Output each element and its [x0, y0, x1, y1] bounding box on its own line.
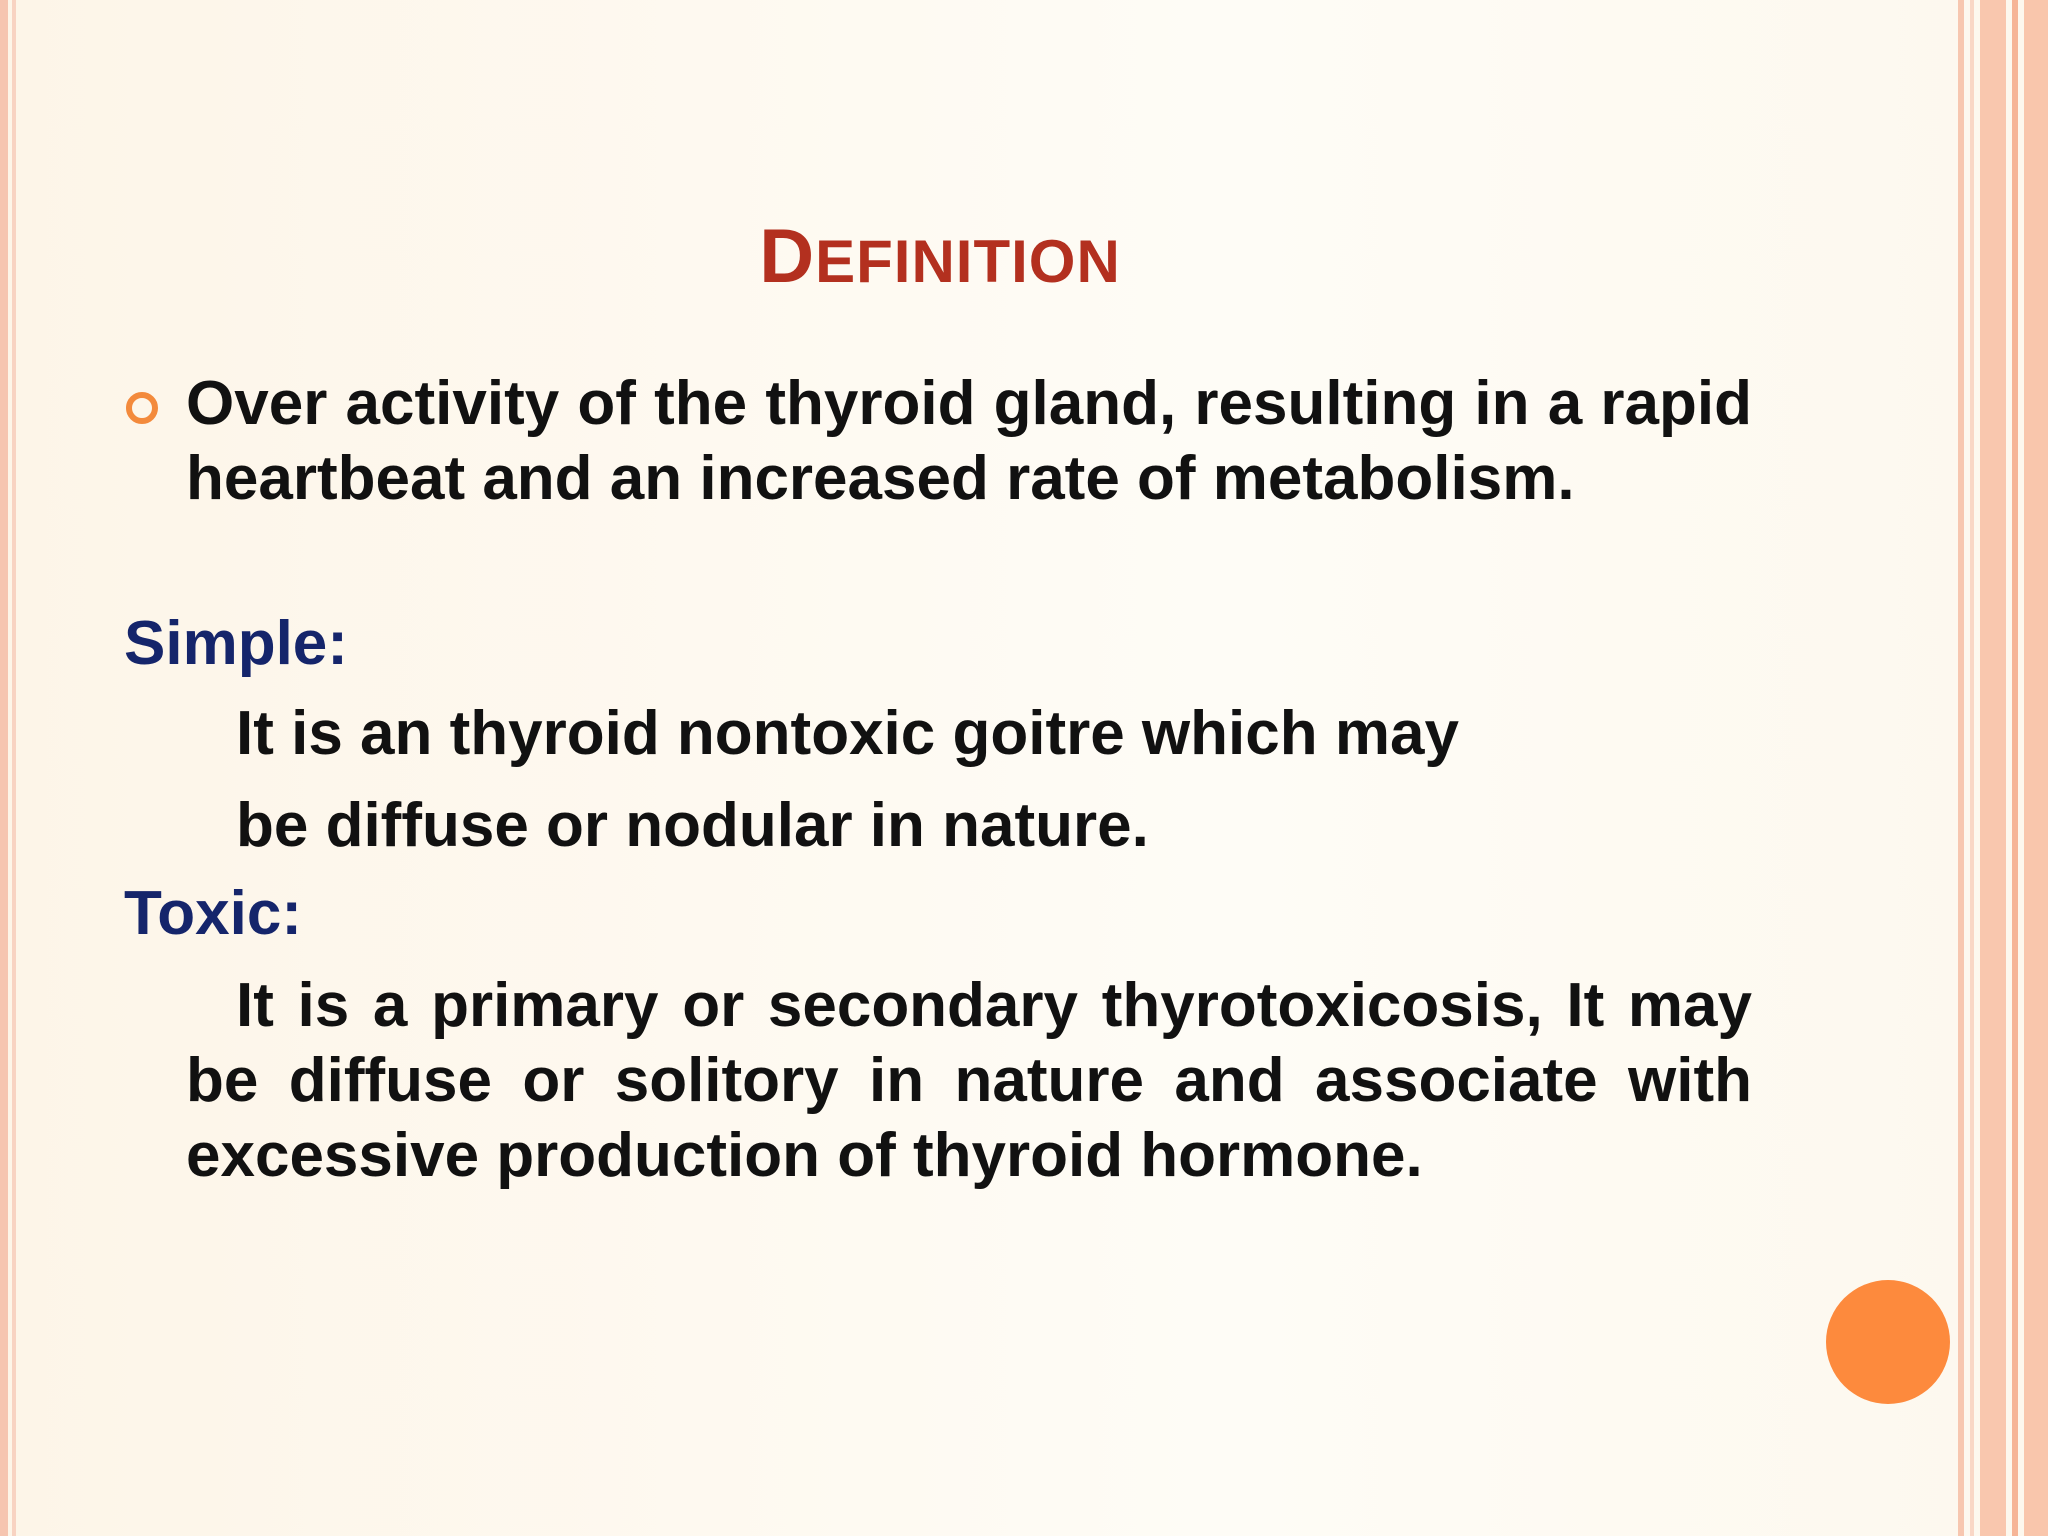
right-border-band-outer	[2024, 0, 2048, 1536]
slide-title-initial: D	[759, 214, 816, 299]
slide-title	[0, 212, 1880, 307]
right-border-line	[2012, 0, 2018, 1536]
orange-circle-decoration	[1826, 1280, 1950, 1404]
toxic-heading: Toxic:	[124, 879, 302, 948]
definition-bullet-text: Over activity of the thyroid gland, resulting in a rapid heartbeat and an increased rate of metabolism.	[186, 369, 1752, 513]
slide-title-rest: EFINITION	[815, 228, 1121, 295]
ring-bullet-icon	[126, 392, 158, 424]
simple-heading: Simple:	[124, 609, 348, 678]
right-border-strip-thin	[1970, 0, 1974, 1536]
right-border-band	[1980, 0, 2006, 1536]
simple-text-line-2: be diffuse or nodular in nature.	[236, 791, 1149, 860]
toxic-text: It is a primary or secondary thyrotoxicosis, It may be diffuse or solitory in nature and associate with excessive production of thyroid hormone.	[186, 971, 1752, 1190]
right-border-strip	[1958, 0, 1964, 1536]
simple-text-line-1: It is an thyroid nontoxic goitre which may	[236, 699, 1459, 768]
